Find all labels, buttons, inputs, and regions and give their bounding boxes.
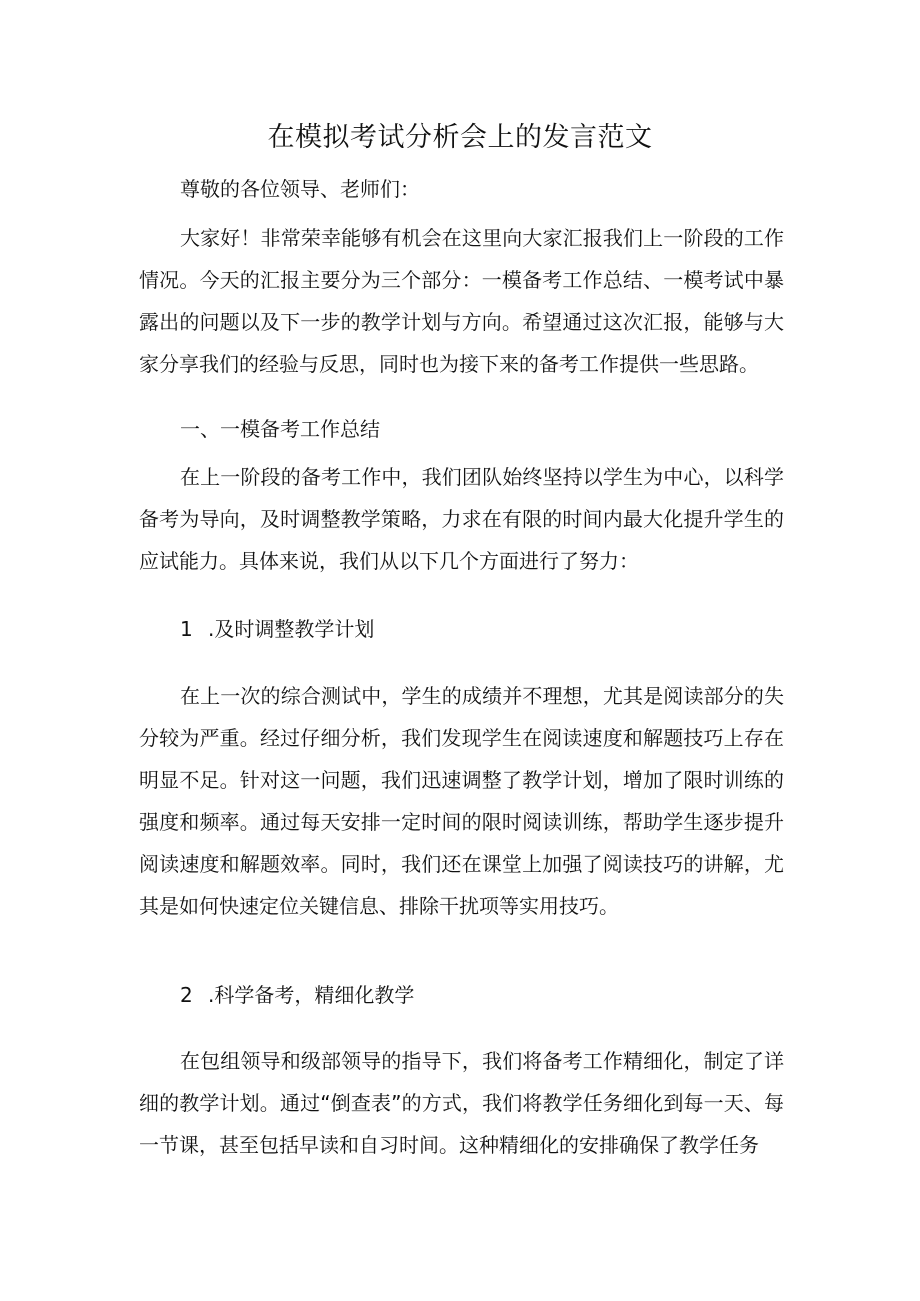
- intro-paragraph: 大家好！非常荣幸能够有机会在这里向大家汇报我们上一阶段的工作情况。今天的汇报主要分为三个部分：一模备考工作总结、一模考试中暴露出的问题以及下一步的教学计划与方向。希望通过这次汇报，能够与大家分享我们的经验与反思，同时也为接下来的备考工作提供一些思路。: [139, 226, 784, 376]
- item-2-title: .科学备考，精细化教学: [208, 983, 415, 1007]
- item-1-heading: [180, 608, 374, 650]
- item-2-number: 2: [180, 983, 193, 1007]
- item-1-number: 1: [180, 617, 193, 641]
- section-1-heading: 一、一模备考工作总结: [180, 417, 380, 441]
- item-1-title: .及时调整教学计划: [208, 617, 375, 641]
- item-1-paragraph: 在上一次的综合测试中，学生的成绩并不理想，尤其是阅读部分的失分较为严重。经过仔细分析，我们发现学生在阅读速度和解题技巧上存在明显不足。针对这一问题，我们迅速调整了教学计划，增加了限时训练的强度和频率。通过每天安排一定时间的限时阅读训练，帮助学生逐步提升阅读速度和解题效率。同时，我们还在课堂上加强了阅读技巧的讲解，尤其是如何快速定位关键信息、排除干扰项等实用技巧。: [139, 684, 784, 918]
- section-1-paragraph: 在上一阶段的备考工作中，我们团队始终坚持以学生为中心，以科学备考为导向，及时调整教学策略，力求在有限的时间内最大化提升学生的应试能力。具体来说，我们从以下几个方面进行了努力：: [139, 465, 784, 573]
- document-title: 在模拟考试分析会上的发言范文: [267, 122, 653, 153]
- greeting: 尊敬的各位领导、老师们：: [180, 177, 420, 201]
- item-2-heading: [180, 974, 414, 1016]
- item-2-paragraph: 在包组领导和级部领导的指导下，我们将备考工作精细化，制定了详细的教学计划。通过“倒查表”的方式，我们将教学任务细化到每一天、每一节课，甚至包括早读和自习时间。这种精细化的安排确保了教学任务: [139, 1049, 784, 1157]
